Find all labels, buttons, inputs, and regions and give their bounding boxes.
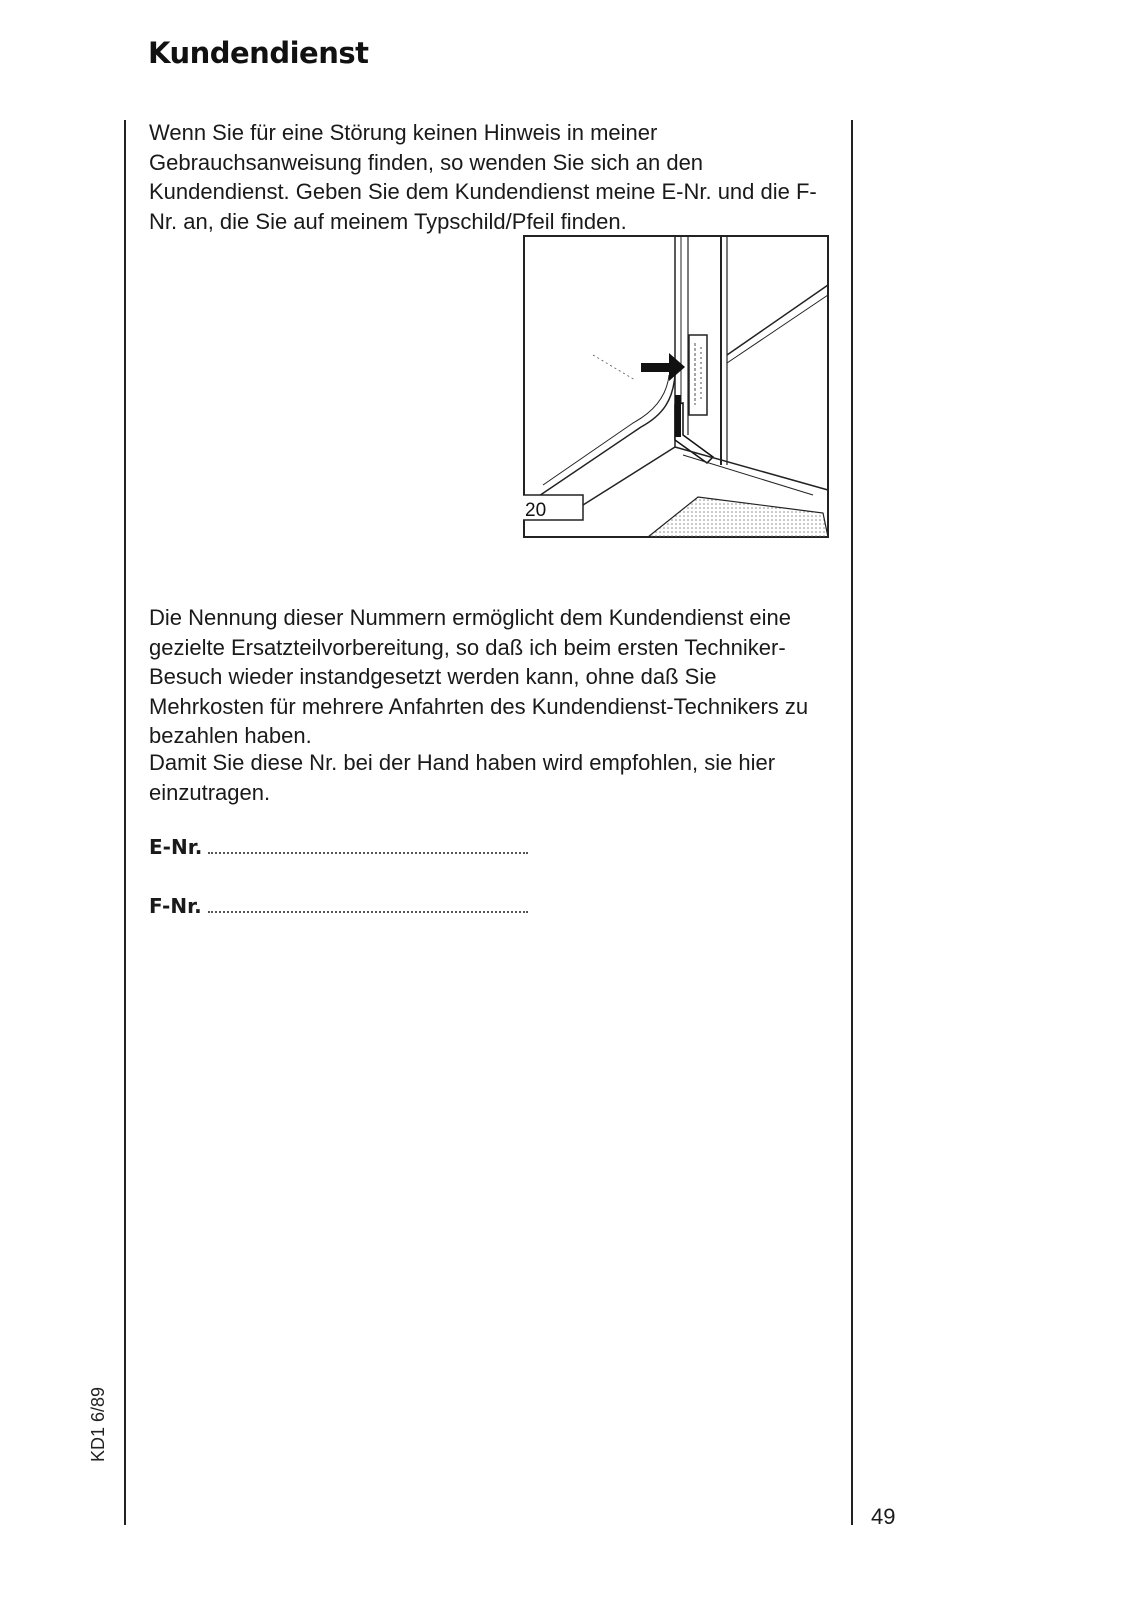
page-title: Kundendienst [148,36,369,70]
page-number: 49 [871,1504,896,1529]
body-paragraph: Die Nennung dieser Nummern ermöglicht dem Kundendienst eine gezielte Ersatzteilvorbereitung, so daß ich beim ersten Techniker-Besuch wieder instandgesetzt werden kann, ohne daß Sie Mehrkosten für mehrere Anfahrten des Kundendienst-Technikers zu bezahlen haben. [149,605,809,748]
recommendation-paragraph: Damit Sie diese Nr. bei der Hand haben wird empfohlen, sie hier einzutragen. [149,750,776,805]
f-number-label: F-Nr. [149,894,202,918]
f-number-field [149,893,528,919]
figure-label: 20 [525,500,547,521]
e-number-field [149,834,528,860]
e-number-blank [208,848,528,854]
type-plate-illustration [523,235,829,538]
right-margin-rule [851,120,853,1525]
intro-paragraph: Wenn Sie für eine Störung keinen Hinweis in meiner Gebrauchsanweisung finden, so wenden Sie sich an den Kundendienst. Geben Sie dem Kundendienst meine E-Nr. und die F-Nr. an, die Sie auf meinem Typschild/Pfeil finden. [149,120,817,234]
e-number-label: E-Nr. [149,835,203,859]
document-code: KD1 6/89 [88,1386,108,1462]
left-margin-rule [124,120,126,1525]
f-number-blank [208,907,528,913]
